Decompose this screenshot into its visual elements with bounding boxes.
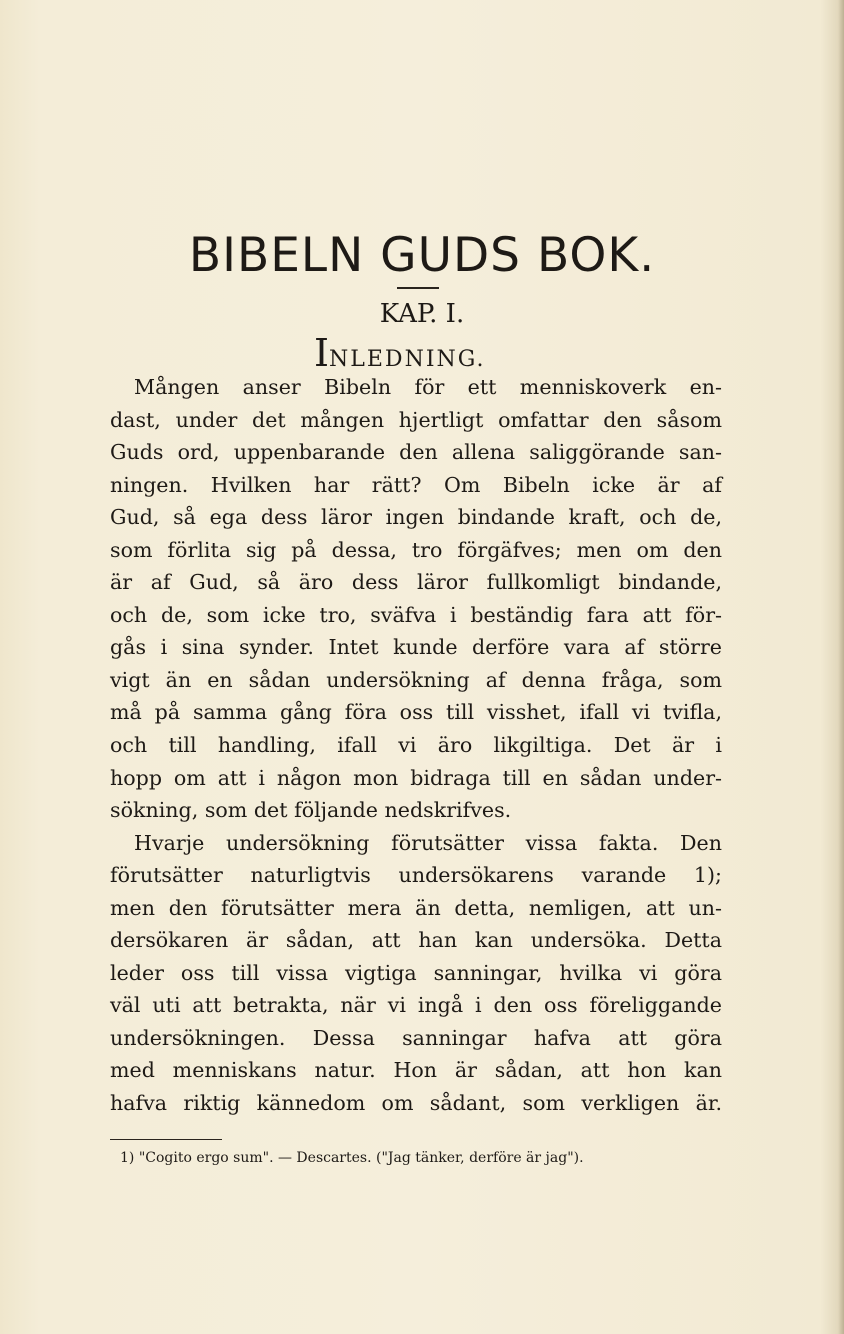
text-line: och till handling, ifall vi äro likgiltiga. Det är i xyxy=(110,733,722,758)
text-line: dast, under det mången hjertligt omfattar den såsom xyxy=(110,407,722,432)
section-heading-initial: I xyxy=(314,331,330,375)
footnote-divider xyxy=(110,1139,222,1140)
text-line: leder oss till vissa vigtiga sanningar, hvilka vi göra xyxy=(110,960,722,985)
text-line: Mången anser Bibeln för ett menniskoverk en- xyxy=(134,375,722,399)
book-title: BIBELN GUDS BOK. xyxy=(188,228,656,283)
text-line: sökning, som det följande nedskrifves. xyxy=(110,798,512,823)
text-line: må på samma gång föra oss till visshet, ifall vi tvifla, xyxy=(110,700,722,725)
text-line: hafva riktig kännedom om sådant, som verkligen är. xyxy=(110,1091,722,1116)
text-line: som förlita sig på dessa, tro förgäfves; men om den xyxy=(110,537,722,562)
page-edge-shadow xyxy=(838,0,844,1334)
text-line: gås i sina synder. Intet kunde derföre vara af större xyxy=(110,635,722,660)
text-line: dersökaren är sådan, att han kan undersöka. Detta xyxy=(110,928,722,953)
text-line: väl uti att betrakta, när vi ingå i den oss föreliggande xyxy=(110,993,722,1018)
body-text xyxy=(110,371,722,1120)
section-heading-rest: NLEDNING. xyxy=(329,347,486,372)
text-line: och de, som icke tro, sväfva i beständig fara att för- xyxy=(110,602,722,627)
text-line: Hvarje undersökning förutsätter vissa fakta. Den xyxy=(134,830,722,855)
text-line: men den förutsätter mera än detta, nemligen, att un- xyxy=(110,895,722,920)
text-line: vigt än en sådan undersökning af denna fråga, som xyxy=(110,667,722,692)
text-line: hopp om att i någon mon bidraga till en sådan under- xyxy=(110,765,722,790)
text-line: undersökningen. Dessa sanningar hafva att göra xyxy=(110,1025,722,1050)
text-line: Gud, så ega dess läror ingen bindande kraft, och de, xyxy=(110,505,722,530)
title-divider xyxy=(397,287,439,289)
text-line: ningen. Hvilken har rätt? Om Bibeln icke är af xyxy=(110,472,722,497)
text-line: är af Gud, så äro dess läror fullkomligt bindande, xyxy=(110,570,722,595)
text-line: förutsätter naturligtvis undersökarens varande 1); xyxy=(110,863,722,888)
text-line: Guds ord, uppenbarande den allena saliggörande san- xyxy=(110,440,722,465)
footnote: 1) "Cogito ergo sum". — Descartes. ("Jag tänker, derföre är jag"). xyxy=(120,1150,584,1166)
chapter-heading: KAP. I. xyxy=(379,299,465,329)
text-line: med menniskans natur. Hon är sådan, att hon kan xyxy=(110,1058,722,1083)
